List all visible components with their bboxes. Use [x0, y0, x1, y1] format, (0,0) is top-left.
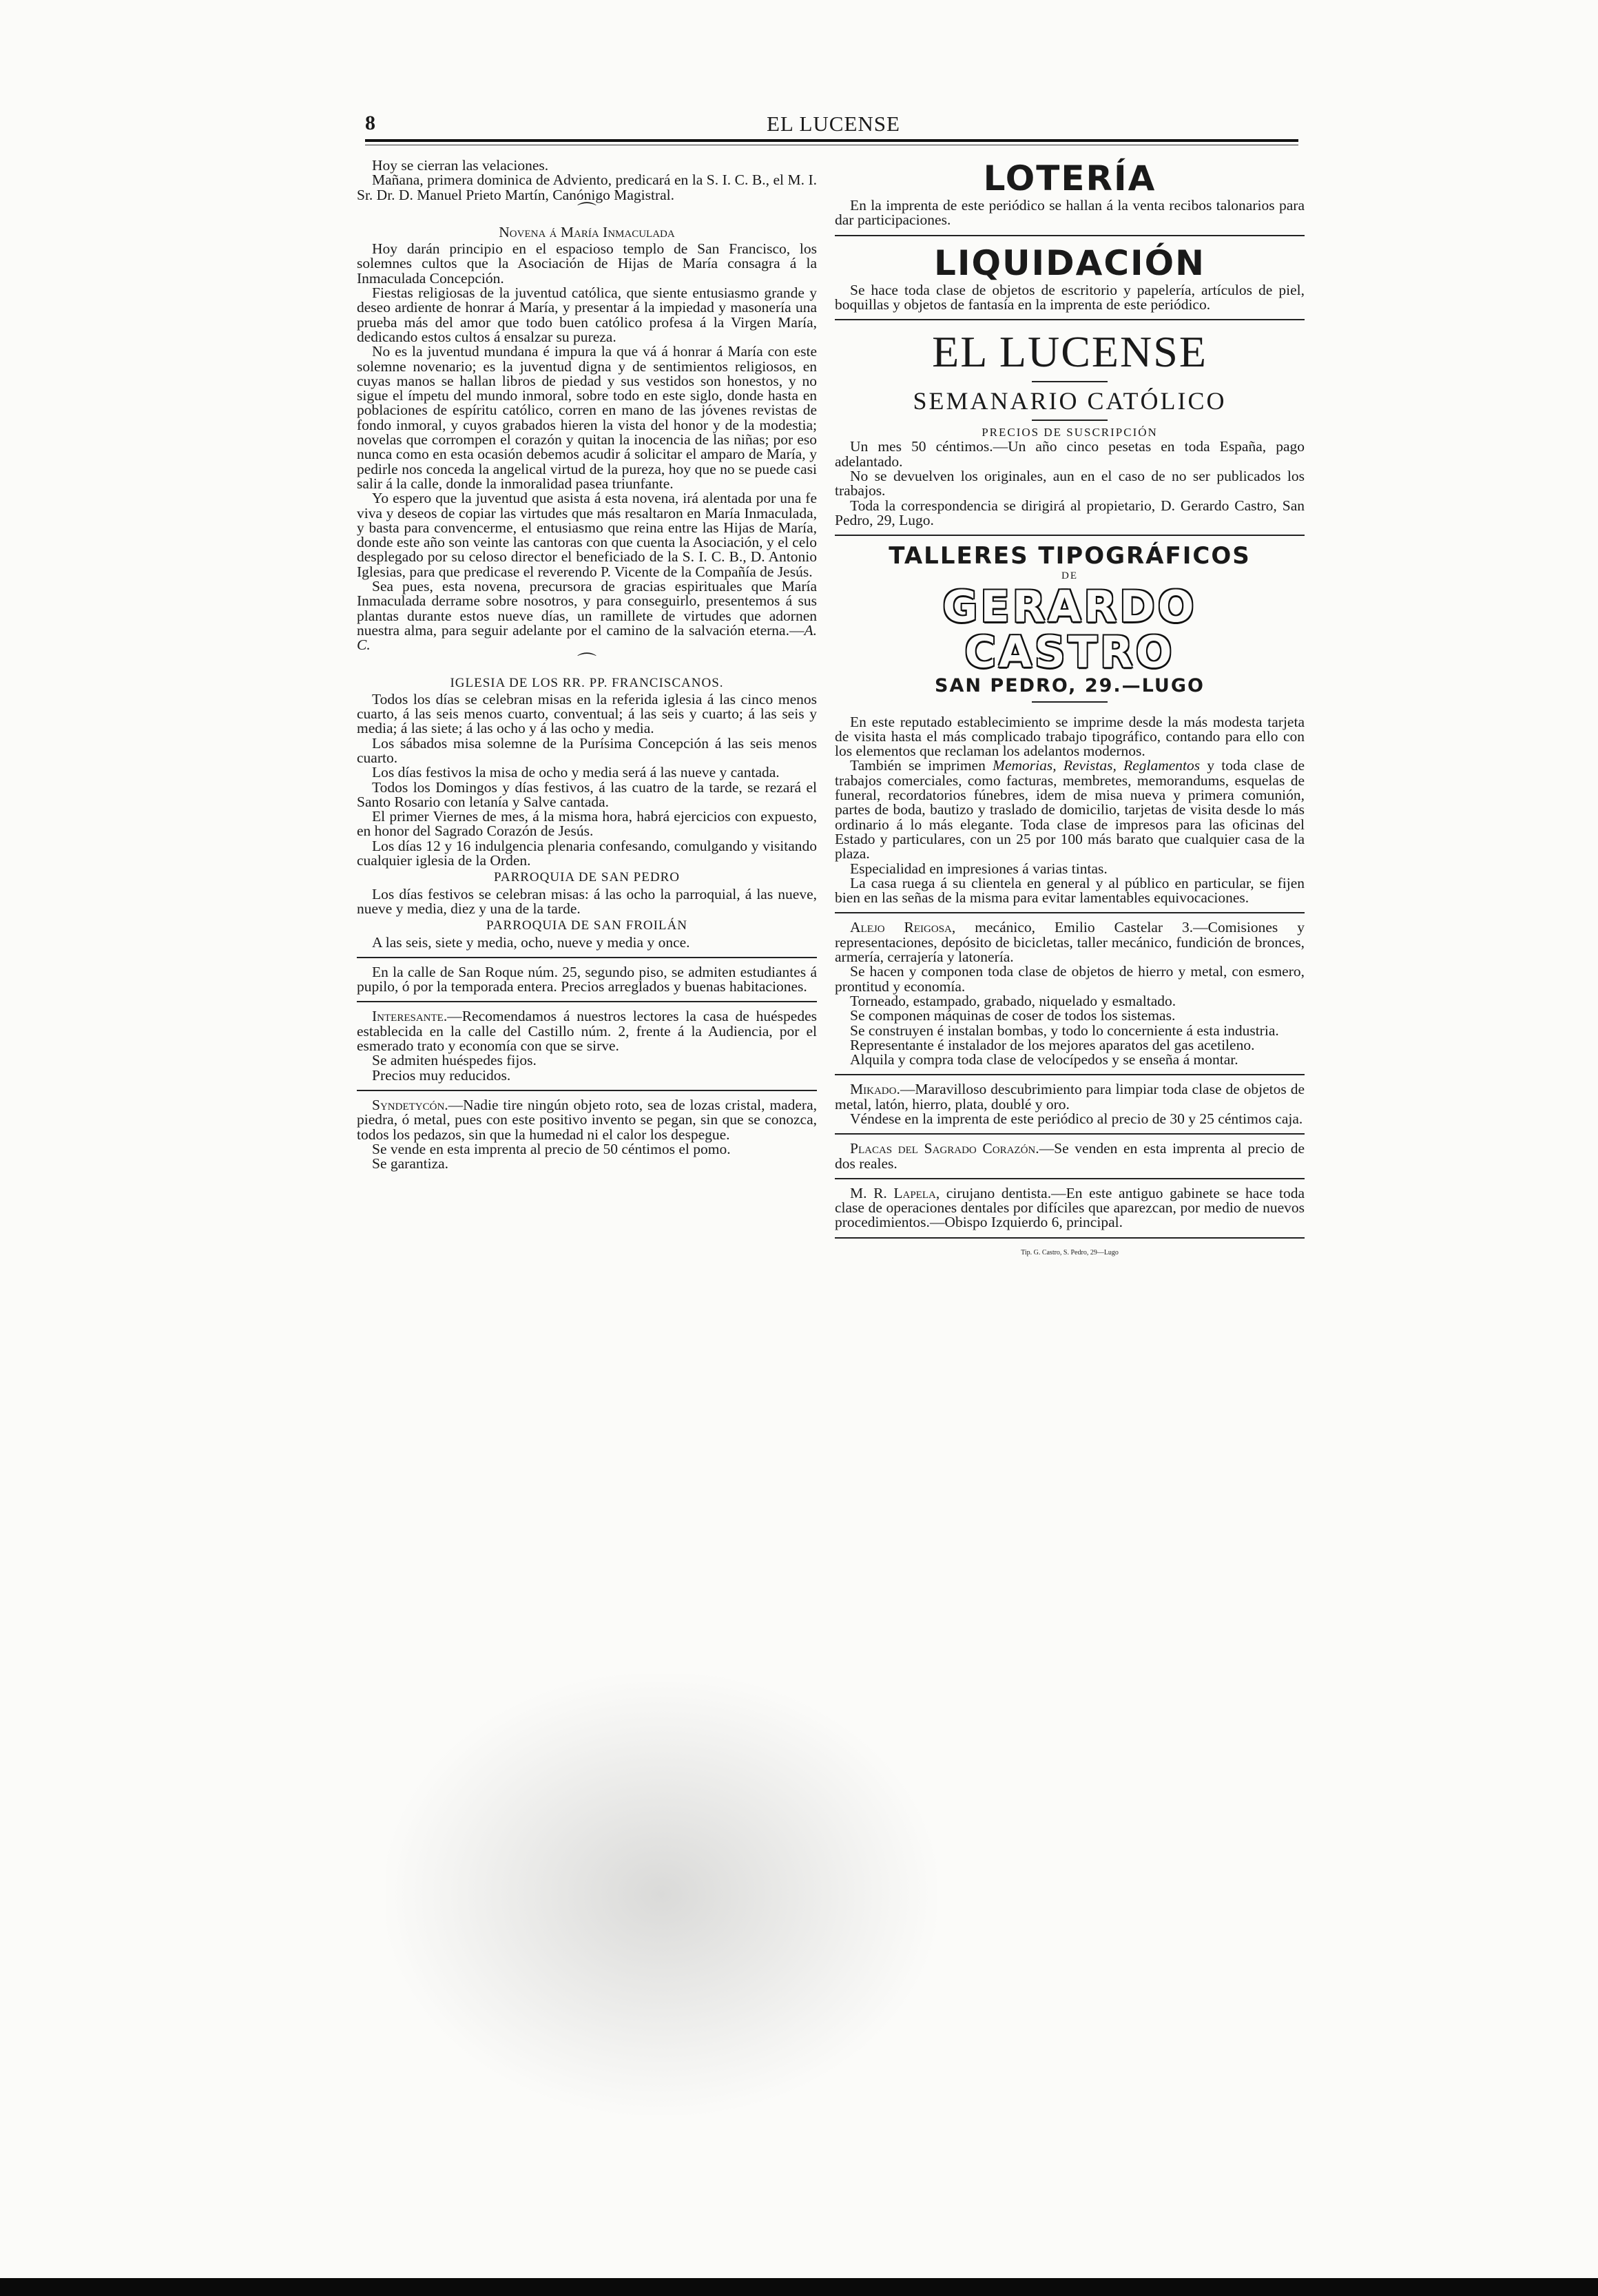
- section-divider: [835, 535, 1305, 536]
- ad-label: M. R. Lapela: [850, 1184, 936, 1201]
- mikado-ad: [835, 1082, 1305, 1112]
- paragraph: [357, 579, 817, 652]
- novena-title: Novena á María Inmaculada: [499, 223, 675, 240]
- printer-imprint: Tip. G. Castro, S. Pedro, 29—Lugo: [1021, 1248, 1119, 1256]
- ornament-rule: [1032, 381, 1108, 382]
- intro-line: Hoy se cierran las velaciones.: [372, 157, 549, 174]
- ad-label: Interesante.: [372, 1008, 448, 1025]
- scan-bottom-band: [0, 2278, 1598, 2296]
- masthead-title: EL LUCENSE: [932, 327, 1207, 377]
- paragraph: En este reputado establecimiento se imprime desde la más modesta tarjeta de visita hasta el más complicado trabajo tipográfico, contando para ello con los elementos que reclaman los adelantos modernos.: [835, 713, 1305, 760]
- section-divider: [835, 1237, 1305, 1239]
- print-speckle-artifact: [386, 1674, 937, 2115]
- newspaper-title: EL LUCENSE: [767, 112, 900, 136]
- section-divider: [357, 1001, 817, 1002]
- paragraph-text: y toda clase de trabajos comerciales, como facturas, membretes, memorandums, esquelas de funeral, recordatorios fúnebres, idem de misa nueva y primera comunión, partes de boda, bautizo y traslado de domicilio, tarjetas de visita desde lo más ordinario á lo más elegante. Toda clase de impresos para las oficinas del Estado y particulares, con un 25 por 100 más barato que cualquier casa de la plaza.: [835, 757, 1305, 862]
- ad-line: Se garantiza.: [372, 1155, 449, 1172]
- paragraph: Hoy darán principio en el espacioso templo de San Francisco, los solemnes cultos que la Asociación de Hijas de María consagra á la Inmaculada Concepción.: [357, 240, 817, 287]
- ad-label: Syndetycón.: [372, 1096, 448, 1113]
- masthead-subtitle: SEMANARIO CATÓLICO: [913, 387, 1227, 415]
- section-divider: [357, 1090, 817, 1091]
- talleres-title: TALLERES TIPOGRÁFICOS: [889, 542, 1251, 570]
- ad-text: —Recomendamos á nuestros lectores la casa de huéspedes establecida en la calle del Castillo núm. 2, frente á la Audiencia, por el esmerado trato y economía con que se sirve.: [357, 1008, 817, 1055]
- paragraph: Yo espero que la juventud que asista á esta novena, irá alentada por una fe viva y deseos de copiar las virtudes que más resaltaron en María Inmaculada, y basta para convencerme, el entusiasmo que reina entre las Hijas de María, donde este año son veinte las cantoras con que cuenta la Asociación, y el celo desplegado por su celoso director el beneficiado de la S. I. C. B., D. Antonio Iglesias, para que predicase el reverendo P. Vicente de la Compañía de Jesús.: [357, 490, 817, 580]
- section-divider: [835, 1133, 1305, 1135]
- paragraph-text: Sea pues, esta novena, precursora de gracias espirituales que María Inmaculada derrame sobre nosotros, y para conseguirlo, presentemos á sus plantas durante estos nueve días, un ramillete de virtudes que adornen nuestra alma, para seguir adelante por el camino de la salvación eterna.—: [357, 578, 817, 639]
- ad-line: Representante é instalador de los mejores aparatos del gas acetileno.: [850, 1036, 1255, 1053]
- emphasis-text: Memorias, Revistas, Reglamentos: [993, 757, 1201, 774]
- ad-line: Se construyen é instalan bombas, y todo lo concerniente á esta industria.: [850, 1022, 1279, 1039]
- san-pedro-title: PARROQUIA DE SAN PEDRO: [494, 870, 680, 885]
- subscription-line: Toda la correspondencia se dirigirá al propietario, D. Gerardo Castro, San Pedro, 29, Lugo.: [835, 497, 1305, 528]
- ad-text: , cirujano dentista.—En este antiguo gabinete se hace toda clase de operaciones dentales por difíciles que aparezcan, por medio de nuevos procedimientos.—Obispo Izquierdo 6, principal.: [835, 1184, 1305, 1231]
- paragraph: Los días festivos se celebran misas: á las ocho la parroquial, á las nueve, nueve y media, diez y una de la tarde.: [357, 885, 817, 917]
- ad-line: Se vende en esta imprenta al precio de 50 céntimos el pomo.: [372, 1140, 731, 1157]
- lapela-ad: [835, 1186, 1305, 1230]
- paragraph: A las seis, siete y media, ocho, nueve y media y once.: [372, 933, 690, 951]
- paragraph: Todos los días se celebran misas en la referida iglesia á las cinco menos cuarto, á las seis menos cuarto, conventual; á las seis y cuarto; á las seis y media; á las siete; á las ocho y á las ocho y media.: [357, 690, 817, 737]
- paragraph: Todos los Domingos y días festivos, á las cuatro de la tarde, se rezará el Santo Rosario con letanía y Salve cantada.: [357, 778, 817, 810]
- intro-line: Mañana, primera dominica de Adviento, predicará en la S. I. C. B., el M. I. Sr. Dr. D. Manuel Prieto Martín, Canónigo Magistral.: [357, 172, 817, 203]
- header-rule: [365, 139, 1298, 142]
- paragraph-text: También se imprimen: [850, 757, 993, 774]
- ad-text: .—Se venden en esta imprenta al precio de dos reales.: [835, 1140, 1305, 1172]
- ad-line: Torneado, estampado, grabado, niquelado y esmaltado.: [850, 992, 1176, 1009]
- ad-label: Placas del Sagrado Corazón: [850, 1140, 1036, 1157]
- ad-text: —Maravilloso descubrimiento para limpiar toda clase de objetos de metal, latón, hierro, plata, doublé y oro.: [835, 1081, 1305, 1113]
- ad-text: , mecánico, Emilio Castelar 3.—Comisiones y representaciones, depósito de bicicletas, taller mecánico, fundición de bronces, armería, cerrajería y latonería.: [835, 919, 1305, 966]
- right-column: [835, 158, 1305, 1260]
- san-froilan-title: PARROQUIA DE SAN FROILÁN: [486, 918, 687, 933]
- ornament-rule: [1032, 701, 1108, 703]
- paragraph: No es la juventud mundana é impura la que vá á honrar á María con este solemne novenario; es la juventud digna y de sentimientos religiosos, en cuyas manos se hallan libros de piedad y sus vestidos son honestos, y no sigue el ímpetu del mundo inmoral, sobre todo en este siglo, donde hasta en poblaciones de espíritu católico, corren en mano de las jóvenes revistas de fondo inmoral, y cuyos grabados hieren la vista del honor y de la modestia; novelas que corrompen el corazón y quitan la inocencia de las niñas; por eso nunca como en esta ocasión debemos acudir á solicitar el amparo de María, y pedirle nos conceda la angelical virtud de la pureza, hoy que no se puede casi salir á la calle, donde la inmoralidad pasea triunfante.: [357, 343, 817, 492]
- ad-line: Alquila y compra toda clase de velocípedos y se enseña á montar.: [850, 1051, 1238, 1068]
- interesante-ad: [357, 1009, 817, 1053]
- section-divider: [357, 957, 817, 958]
- paragraph: Fiestas religiosas de la juventud católica, que siente entusiasmo grande y deseo ardiente de honrar á María, y presentar á la impiedad y masonería una prueba más del amor que todo buen católico profesa á la Virgen María, dedicando estos cultos á ensalzar su pureza.: [357, 285, 817, 345]
- liquidacion-title: LIQUIDACIÓN: [933, 242, 1206, 283]
- paragraph: [835, 758, 1305, 861]
- ad-line: Se admiten huéspedes fijos.: [372, 1052, 537, 1069]
- section-divider: [835, 235, 1305, 236]
- paragraph: Los días festivos la misa de ocho y media será á las nueve y cantada.: [372, 764, 780, 781]
- loteria-title: LOTERÍA: [983, 158, 1156, 198]
- subscription-line: No se devuelven los originales, aun en el caso de no ser publicados los trabajos.: [835, 468, 1305, 499]
- subscription-line: Un mes 50 céntimos.—Un año cinco pesetas en toda España, pago adelantado.: [835, 438, 1305, 470]
- liquidacion-text: Se hace toda clase de objetos de escritorio y papelería, artículos de piel, boquillas y objetos de fantasía en la imprenta de este periódico.: [835, 281, 1305, 313]
- section-divider: [835, 912, 1305, 913]
- section-divider: [835, 1178, 1305, 1179]
- ad-text: —Nadie tire ningún objeto roto, sea de lozas cristal, madera, piedra, ó metal, pues con este positivo invento se pegan, sin que se conozca, todos los pedazos, sin que la humedad ni el calor los despegue.: [357, 1096, 817, 1143]
- ad-label: Alejo Reigosa: [850, 919, 952, 936]
- talleres-de: DE: [1061, 570, 1078, 582]
- ornament-icon: ⌒: [577, 201, 596, 223]
- estudiantes-ad: En la calle de San Roque núm. 25, segundo piso, se admiten estudiantes á pupilo, ó por la temporada entera. Precios arreglados y buenas habitaciones.: [357, 963, 817, 995]
- ad-line: Precios muy reducidos.: [372, 1066, 511, 1084]
- gerardo-castro-logo: GERARDO CASTRO: [942, 581, 1197, 677]
- syndetycon-ad: [357, 1098, 817, 1142]
- placas-ad: [835, 1141, 1305, 1171]
- ad-line: Véndese en la imprenta de este periódico al precio de 30 y 25 céntimos caja.: [850, 1110, 1303, 1127]
- page-header: [365, 112, 1302, 141]
- ornament-icon: ⌒: [577, 652, 596, 674]
- signature: A. C.: [357, 621, 817, 654]
- paragraph: Especialidad en impresiones á varias tintas.: [850, 860, 1108, 877]
- paragraph: El primer Viernes de mes, á la misma hora, habrá ejercicios con expuesto, en honor del Sagrado Corazón de Jesús.: [357, 808, 817, 840]
- page-number: 8: [365, 112, 375, 134]
- precios-title: PRECIOS DE SUSCRIPCIÓN: [982, 426, 1158, 439]
- ad-line: Se hacen y componen toda clase de objetos de hierro y metal, con esmero, prontitud y economía.: [835, 963, 1305, 995]
- section-divider: [835, 1074, 1305, 1075]
- paragraph: Los días 12 y 16 indulgencia plenaria confesando, comulgando y visitando cualquier iglesia de la Orden.: [357, 837, 817, 869]
- reigosa-ad: [835, 920, 1305, 964]
- left-column: [357, 158, 817, 1171]
- ornament-rule: [1032, 420, 1108, 421]
- talleres-address: SAN PEDRO, 29.—LUGO: [935, 674, 1205, 696]
- ad-line: Se componen máquinas de coser de todos los sistemas.: [850, 1007, 1176, 1024]
- paragraph: La casa ruega á su clientela en general y al público en particular, se fijen bien en las señas de la misma para evitar lamentables equivocaciones.: [835, 874, 1305, 907]
- ad-label: Mikado.: [850, 1081, 900, 1098]
- franciscanos-title: IGLESIA DE LOS RR. PP. FRANCISCANOS.: [450, 675, 724, 690]
- section-divider: [835, 319, 1305, 320]
- loteria-text: En la imprenta de este periódico se hallan á la venta recibos talonarios para dar participaciones.: [835, 197, 1305, 229]
- paragraph: Los sábados misa solemne de la Purísima Concepción á las seis menos cuarto.: [357, 734, 817, 766]
